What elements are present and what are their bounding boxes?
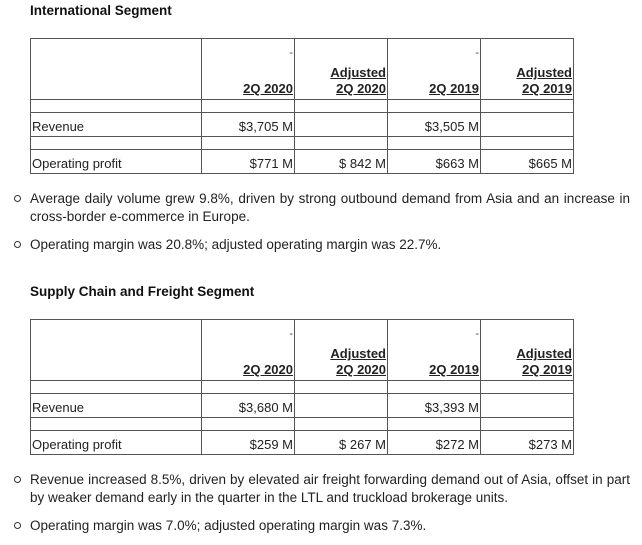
list-item: Revenue increased 8.5%, driven by elevated air freight forwarding demand out of Asia, offset in part by weaker demand early in the quarter in the LTL and truckload brokerage units. xyxy=(14,471,630,507)
cell-value: $273 M xyxy=(481,431,574,455)
cell-value xyxy=(295,394,388,418)
table-header-row xyxy=(31,39,574,100)
table-spacer-row xyxy=(31,381,574,394)
cell-value: $259 M xyxy=(202,431,295,455)
list-item: Average daily volume grew 9.8%, driven by strong outbound demand from Asia and an increase in cross-border e-commerce in Europe. xyxy=(14,190,630,226)
header-adjusted-2q-2020: Adjusted 2Q 2020 xyxy=(295,320,388,381)
row-label: Revenue xyxy=(31,394,202,418)
row-label: Operating profit xyxy=(31,431,202,455)
table-header-row xyxy=(31,320,574,381)
row-label: Operating profit xyxy=(31,150,202,174)
cell-value: $3,505 M xyxy=(388,113,481,137)
header-cell-empty xyxy=(31,320,202,381)
cell-value: $771 M xyxy=(202,150,295,174)
cell-value xyxy=(295,113,388,137)
cell-value: $ 267 M xyxy=(295,431,388,455)
header-adjusted-2q-2020: Adjusted 2Q 2020 xyxy=(295,39,388,100)
header-adjusted-2q-2019: Adjusted 2Q 2019 xyxy=(481,320,574,381)
header-adjusted-2q-2019: Adjusted 2Q 2019 xyxy=(481,39,574,100)
international-results-table xyxy=(30,38,574,174)
international-bullets xyxy=(14,190,630,264)
header-2q-2019: - 2Q 2019 xyxy=(388,320,481,381)
supply-chain-results-table xyxy=(30,319,574,455)
section-title-supply-chain: Supply Chain and Freight Segment xyxy=(30,284,255,299)
supply-chain-bullets xyxy=(14,471,630,545)
bullet-icon xyxy=(14,195,21,202)
cell-value: $665 M xyxy=(481,150,574,174)
cell-value: $3,393 M xyxy=(388,394,481,418)
bullet-icon xyxy=(14,522,21,529)
table-spacer-row xyxy=(31,100,574,113)
bullet-icon xyxy=(14,241,21,248)
table-row xyxy=(31,150,574,174)
table-spacer-row xyxy=(31,418,574,431)
cell-value: $ 842 M xyxy=(295,150,388,174)
header-2q-2020: - 2Q 2020 xyxy=(202,320,295,381)
cell-value: $3,705 M xyxy=(202,113,295,137)
table-row xyxy=(31,431,574,455)
header-2q-2019: - 2Q 2019 xyxy=(388,39,481,100)
table-row xyxy=(31,394,574,418)
list-item: Operating margin was 20.8%; adjusted operating margin was 22.7%. xyxy=(14,236,630,254)
cell-value xyxy=(481,394,574,418)
header-cell-empty xyxy=(31,39,202,100)
cell-value xyxy=(481,113,574,137)
header-2q-2020: - 2Q 2020 xyxy=(202,39,295,100)
cell-value: $663 M xyxy=(388,150,481,174)
table-spacer-row xyxy=(31,137,574,150)
cell-value: $272 M xyxy=(388,431,481,455)
row-label: Revenue xyxy=(31,113,202,137)
cell-value: $3,680 M xyxy=(202,394,295,418)
bullet-icon xyxy=(14,476,21,483)
section-title-international: International Segment xyxy=(30,3,172,18)
list-item: Operating margin was 7.0%; adjusted operating margin was 7.3%. xyxy=(14,517,630,535)
table-row xyxy=(31,113,574,137)
